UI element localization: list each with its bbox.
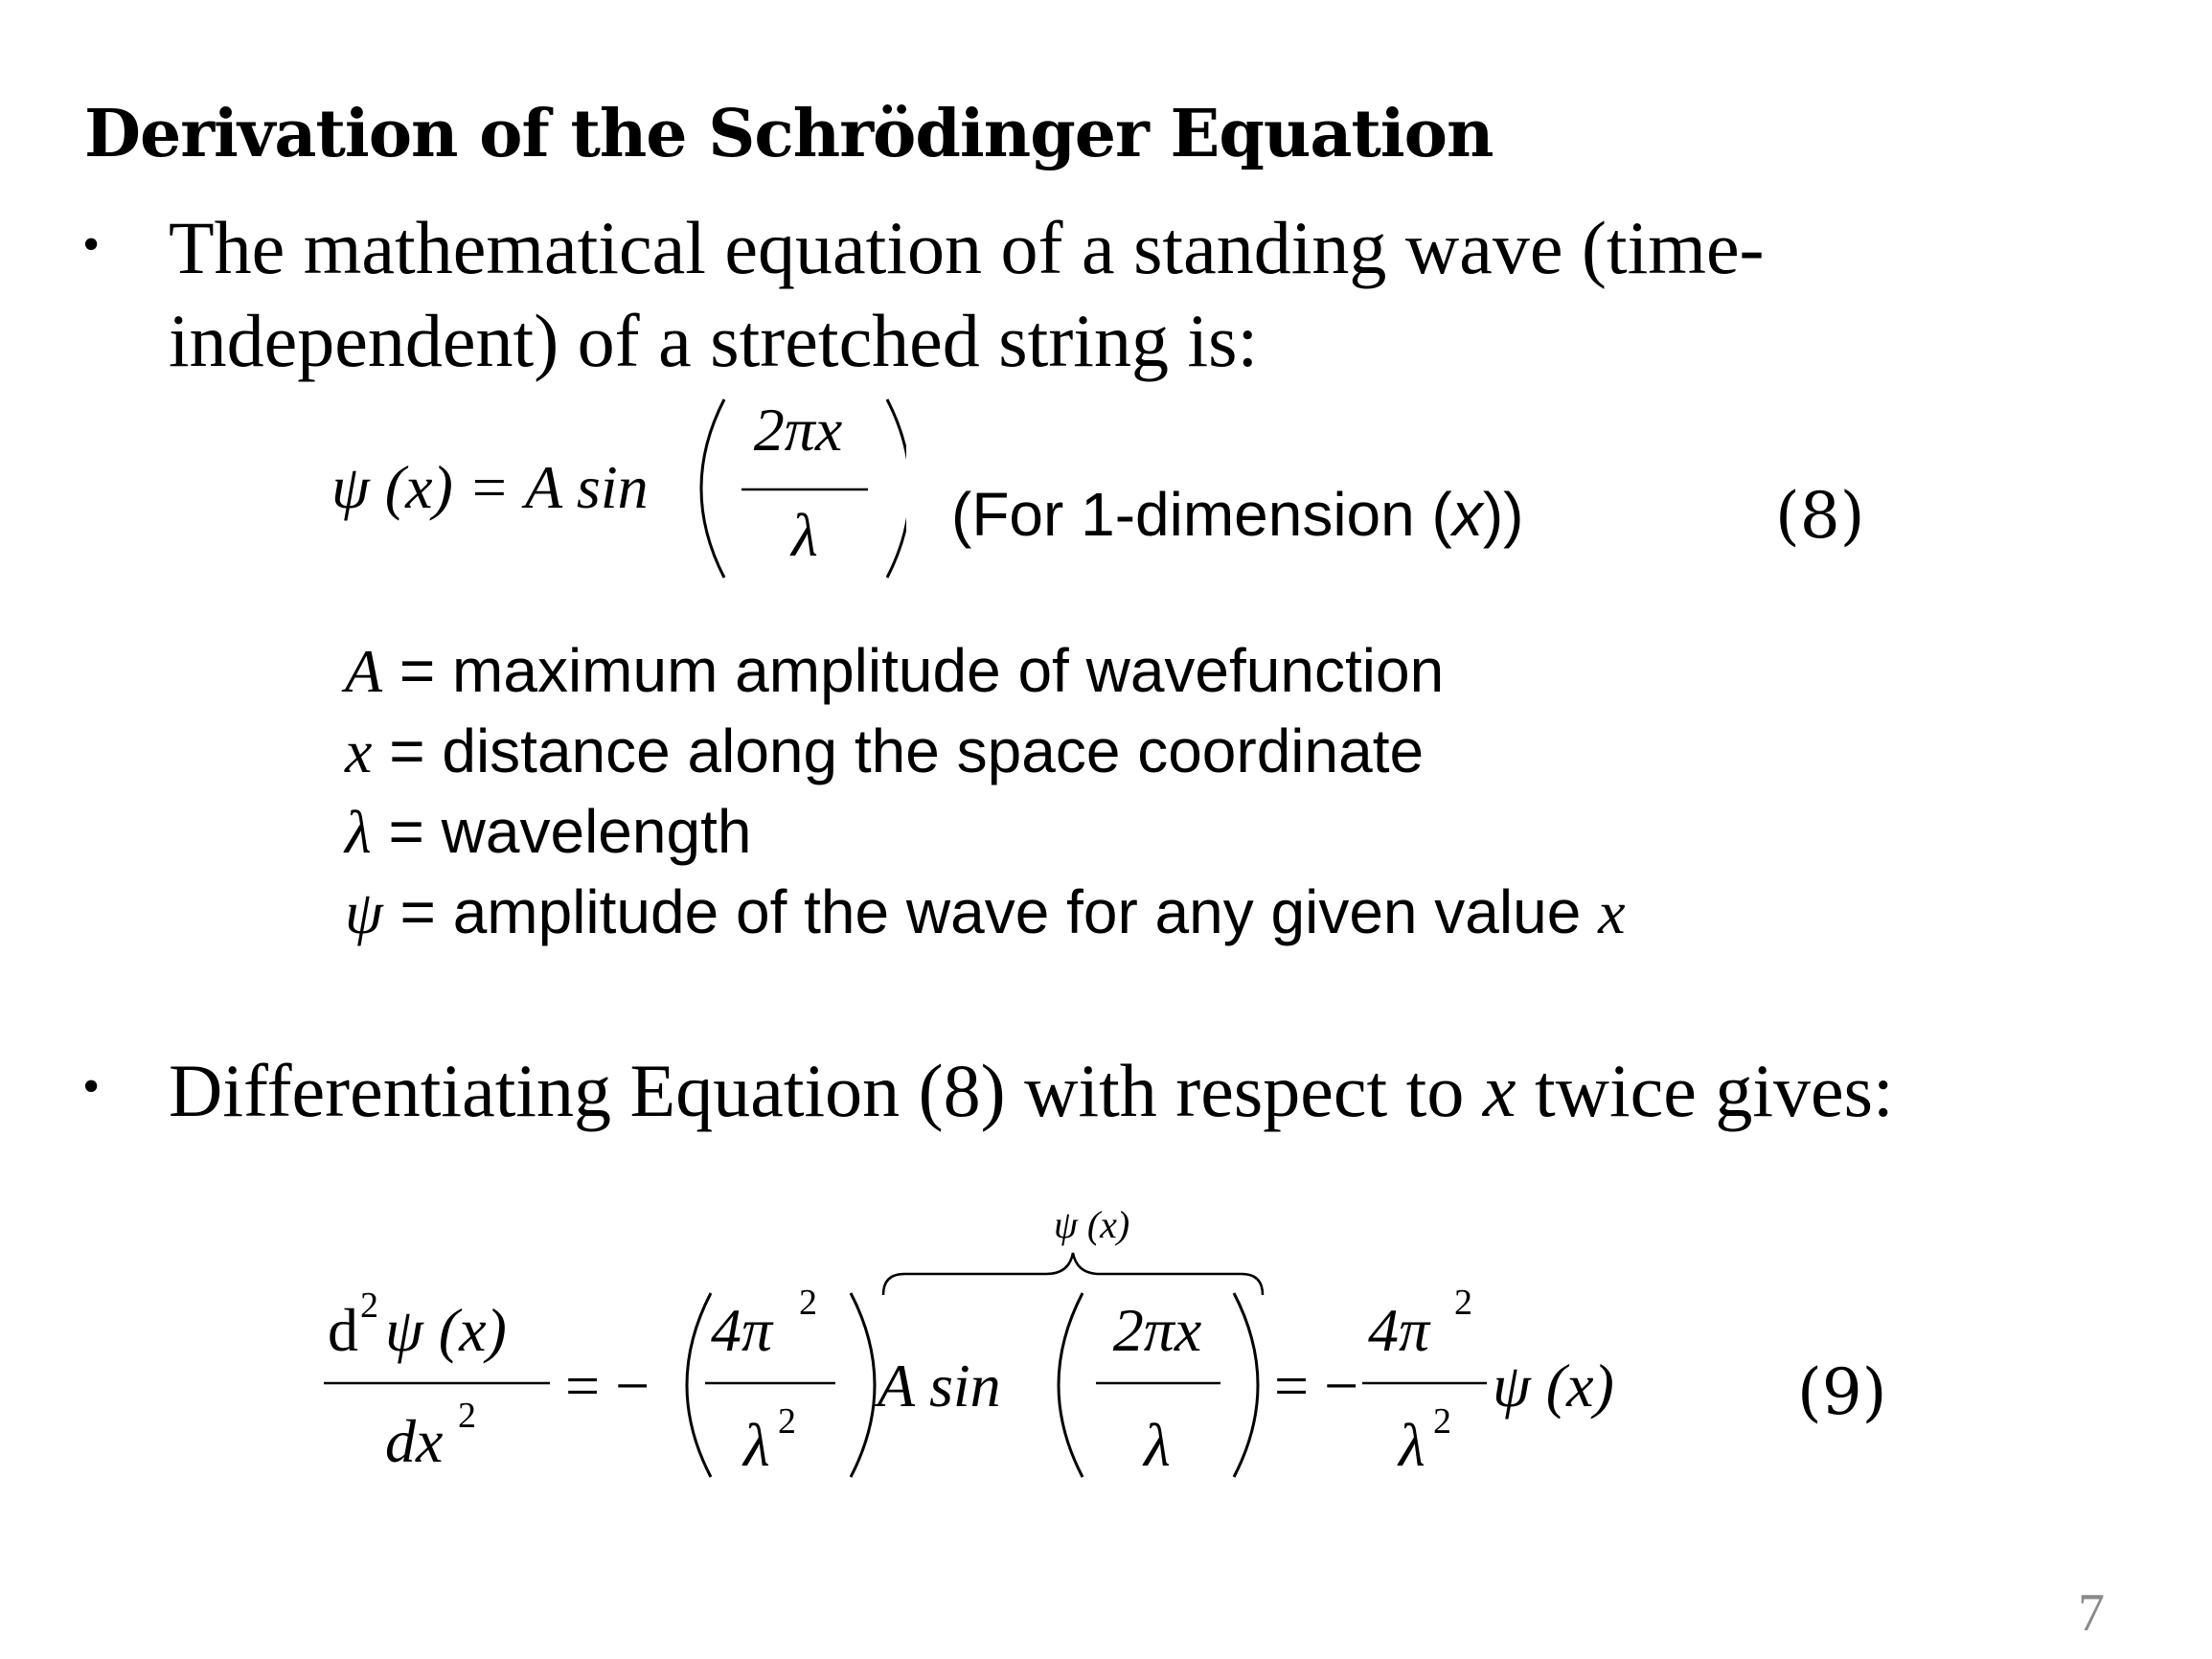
- eq9-lambda: λ: [743, 1411, 770, 1479]
- eq9-lambda-2: λ: [1144, 1411, 1171, 1479]
- definition-symbol: λ: [345, 798, 372, 866]
- eq8-frac-num: 2πx: [753, 396, 843, 464]
- eq9-4pi: 4π: [711, 1296, 773, 1364]
- eq9-dx: dx: [385, 1407, 444, 1475]
- eq9-a-sin: A sin: [878, 1352, 1001, 1420]
- eq8-note: [951, 479, 1523, 550]
- definitions-list: [345, 630, 1625, 952]
- eq8-frac-den: λ: [791, 501, 818, 569]
- bullet-2-var: x: [1482, 1049, 1516, 1132]
- eq9-d-exp: 2: [360, 1285, 378, 1326]
- definition-symbol: A: [345, 637, 383, 705]
- eq9-4pi-b-exp: 2: [1454, 1283, 1472, 1323]
- definition-item: [345, 791, 1625, 872]
- bullet-1-line-2: independent) of a stretched string is:: [169, 299, 1259, 382]
- eq9-d: d: [328, 1296, 358, 1364]
- eq9-lambda-b-exp: 2: [1433, 1401, 1451, 1442]
- eq9-equals-minus-1: = −: [565, 1352, 650, 1420]
- eq9-brace-label: ψ (x): [1054, 1203, 1130, 1246]
- eq9-number: (9): [1797, 1355, 1887, 1429]
- equation-8: [331, 388, 906, 589]
- bullet-2-prefix: Differentiating Equation (8) with respect to: [169, 1049, 1483, 1132]
- eq9-lambda-exp: 2: [778, 1401, 796, 1442]
- definition-symbol: ψ: [345, 878, 383, 946]
- definition-text: = distance along the space coordinate: [372, 716, 1425, 785]
- definition-text: = wavelength: [371, 797, 752, 866]
- eq8-left-paren: [701, 399, 724, 578]
- eq9-lambda-b: λ: [1399, 1411, 1425, 1479]
- eq9-dx-exp: 2: [458, 1396, 476, 1436]
- definition-item: [345, 872, 1625, 952]
- eq9-equals-minus-2: = −: [1274, 1352, 1359, 1420]
- definition-item: [345, 630, 1625, 711]
- eq9-2pix: 2πx: [1112, 1296, 1202, 1364]
- bullet-2-dot: •: [82, 1059, 101, 1114]
- bullet-1-text: [169, 201, 1765, 387]
- bullet-2-suffix: twice gives:: [1516, 1049, 1894, 1132]
- definition-text: = amplitude of the wave for any given value: [382, 877, 1599, 946]
- eq8-number: (8): [1775, 479, 1865, 553]
- eq9-left-paren-2: [1059, 1293, 1083, 1477]
- definition-symbol: x: [345, 717, 373, 785]
- eq9-right-paren-2: [1234, 1293, 1258, 1477]
- page-number: 7: [2078, 1583, 2105, 1643]
- eq9-lhs-psi: ψ (x): [385, 1296, 507, 1364]
- eq8-note-suffix: )): [1482, 480, 1524, 549]
- eq8-right-paren: [887, 399, 906, 578]
- definition-item: [345, 711, 1625, 791]
- definition-text: = maximum amplitude of wavefunction: [382, 636, 1445, 705]
- eq9-left-paren-1: [687, 1293, 711, 1477]
- eq8-note-var: x: [1451, 480, 1483, 549]
- eq9-overbrace: [883, 1253, 1263, 1295]
- slide-title: Derivation of the Schrödinger Equation: [84, 96, 1494, 172]
- eq8-note-prefix: (For 1-dimension (: [951, 480, 1452, 549]
- eq9-rhs-psi: ψ (x): [1493, 1352, 1614, 1420]
- eq8-lhs: ψ (x) = A sin: [331, 453, 649, 521]
- eq9-4pi-exp: 2: [799, 1283, 817, 1323]
- definition-trailing: x: [1598, 878, 1626, 946]
- eq9-right-paren-1: [851, 1293, 875, 1477]
- equation-9: [316, 1197, 1657, 1513]
- bullet-1-dot: •: [82, 217, 101, 272]
- bullet-1-line-1: The mathematical equation of a standing wave (time-: [169, 206, 1765, 289]
- eq9-4pi-b: 4π: [1368, 1296, 1430, 1364]
- bullet-2-text: [169, 1044, 1894, 1137]
